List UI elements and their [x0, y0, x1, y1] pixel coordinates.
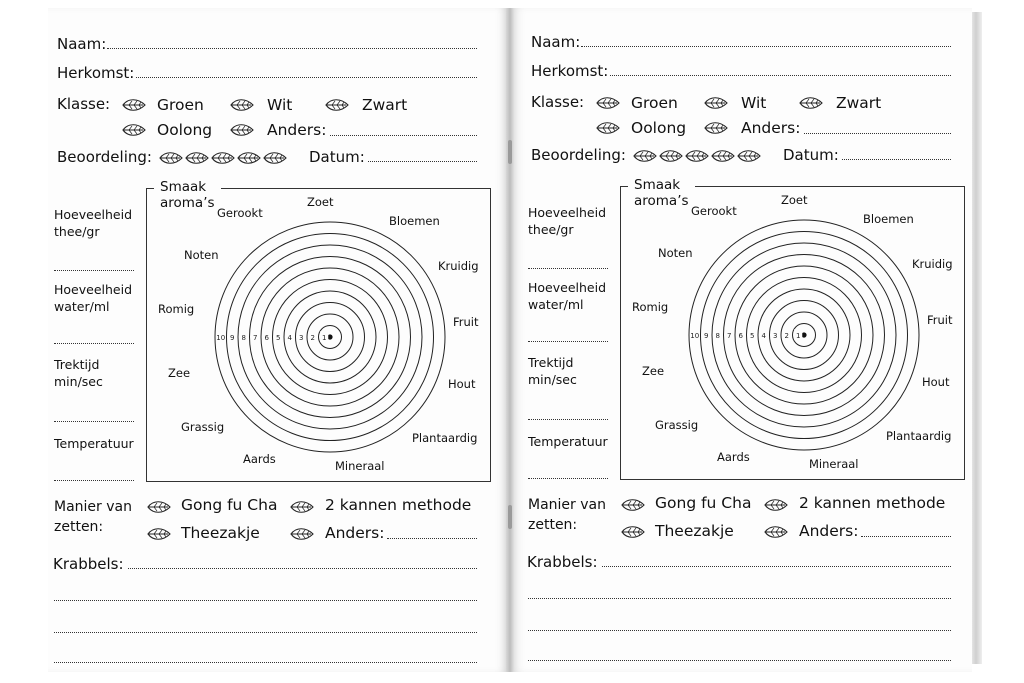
hoeveelheid-thee-field[interactable] — [528, 268, 608, 269]
hoeveelheid-water-field[interactable] — [528, 341, 608, 342]
beoordeling-label: Beoordeling: — [531, 146, 626, 164]
scale-number: 6 — [264, 334, 269, 342]
scale-number: 7 — [253, 334, 258, 342]
aroma-label: Noten — [184, 248, 219, 262]
manier-checkbox-1[interactable] — [290, 499, 314, 513]
aroma-label: Hout — [922, 375, 950, 389]
klasse-option-label: Anders: — [741, 119, 801, 137]
manier-checkbox-2[interactable] — [147, 526, 171, 540]
klasse-anders-field[interactable] — [804, 133, 951, 134]
aroma-label: Fruit — [453, 315, 479, 329]
aroma-label: Fruit — [927, 313, 953, 327]
krabbels-line[interactable] — [528, 630, 951, 631]
krabbels-line[interactable] — [54, 600, 477, 601]
scale-number: 9 — [704, 332, 709, 340]
hoeveelheid-thee-field[interactable] — [54, 270, 134, 271]
manier-label: Manier van zetten: — [528, 497, 606, 533]
datum-label: Datum: — [783, 146, 839, 164]
klasse-option-label: Groen — [631, 94, 678, 112]
manier-option-label: Theezakje — [655, 522, 734, 540]
aroma-label: Grassig — [655, 418, 699, 432]
klasse-option-label: Oolong — [631, 119, 687, 137]
aroma-target[interactable] — [684, 215, 924, 455]
manier-label: Manier van zetten: — [54, 499, 132, 535]
manier-anders-field[interactable] — [387, 538, 477, 539]
krabbels-line[interactable] — [528, 598, 951, 599]
scale-number: 3 — [299, 334, 304, 342]
klasse-checkbox-4[interactable] — [230, 122, 254, 136]
klasse-option-label: Anders: — [267, 121, 327, 139]
aroma-box-title: Smaak aroma’s — [154, 179, 221, 211]
aroma-target[interactable] — [210, 217, 450, 457]
temperatuur-field[interactable] — [528, 478, 608, 479]
aroma-label: Aards — [243, 452, 276, 466]
aroma-label: Plantaardig — [886, 429, 952, 443]
naam-field[interactable] — [107, 48, 477, 49]
rating-leaves[interactable] — [633, 146, 763, 164]
aroma-label: Zee — [168, 366, 191, 380]
scale-number: 9 — [230, 334, 235, 342]
scale-number: 3 — [773, 332, 778, 340]
klasse-option-label: Groen — [157, 96, 204, 114]
aroma-label: Bloemen — [389, 214, 440, 228]
manier-option-label: 2 kannen methode — [325, 496, 472, 514]
klasse-checkbox-3[interactable] — [122, 122, 146, 136]
rating-leaves[interactable] — [159, 148, 289, 166]
manier-option-label: Anders: — [325, 524, 385, 542]
aroma-label: Kruidig — [438, 259, 479, 273]
scale-number: 2 — [310, 334, 315, 342]
manier-option-label: Anders: — [799, 522, 859, 540]
datum-field[interactable] — [368, 161, 477, 162]
hoeveelheid-thee-label: Hoeveelheid thee/gr — [54, 207, 133, 239]
manier-checkbox-3[interactable] — [764, 524, 788, 538]
naam-label: Naam: — [531, 33, 581, 51]
temperatuur-label: Temperatuur — [528, 434, 608, 449]
aroma-label: Hout — [448, 377, 476, 391]
klasse-option-label: Wit — [267, 96, 293, 114]
aroma-label: Mineraal — [335, 459, 385, 473]
manier-option-label: 2 kannen methode — [799, 494, 946, 512]
aroma-label: Aards — [717, 450, 750, 464]
klasse-label: Klasse: — [57, 95, 111, 113]
scale-number: 8 — [241, 334, 246, 342]
hoeveelheid-thee-label: Hoeveelheid thee/gr — [528, 205, 607, 237]
klasse-checkbox-4[interactable] — [704, 120, 728, 134]
aroma-label: Bloemen — [863, 212, 914, 226]
scale-number: 5 — [750, 332, 755, 340]
aroma-label: Noten — [658, 246, 693, 260]
temperatuur-label: Temperatuur — [54, 436, 134, 451]
aroma-label: Plantaardig — [412, 431, 478, 445]
klasse-anders-field[interactable] — [330, 135, 477, 136]
krabbels-line[interactable] — [54, 662, 477, 663]
trektijd-label: Trektijd min/sec — [528, 355, 577, 387]
datum-label: Datum: — [309, 148, 365, 166]
scale-number: 4 — [761, 332, 766, 340]
scale-number: 5 — [276, 334, 281, 342]
trektijd-field[interactable] — [528, 419, 608, 420]
manier-checkbox-3[interactable] — [290, 526, 314, 540]
aroma-label: Mineraal — [809, 457, 859, 471]
aroma-label: Zoet — [781, 193, 808, 207]
aroma-label: Romig — [158, 302, 195, 316]
aroma-label: Gerookt — [217, 206, 263, 220]
book-spine — [506, 8, 514, 672]
manier-checkbox-0[interactable] — [147, 499, 171, 513]
aroma-label: Kruidig — [912, 257, 953, 271]
manier-option-label: Gong fu Cha — [655, 494, 752, 512]
klasse-option-label: Zwart — [836, 94, 882, 112]
manier-anders-field[interactable] — [861, 536, 951, 537]
klasse-checkbox-0[interactable] — [122, 97, 146, 111]
page-edges — [972, 12, 982, 664]
aroma-label: Zoet — [307, 195, 334, 209]
aroma-label: Grassig — [181, 420, 225, 434]
klasse-label: Klasse: — [531, 93, 585, 111]
klasse-checkbox-1[interactable] — [230, 97, 254, 111]
scale-number: 2 — [784, 332, 789, 340]
krabbels-label: Krabbels: — [527, 553, 598, 571]
naam-field[interactable] — [581, 46, 951, 47]
klasse-checkbox-2[interactable] — [325, 97, 349, 111]
binding-stitch — [508, 505, 512, 529]
klasse-checkbox-2[interactable] — [799, 95, 823, 109]
scale-number: 1 — [322, 334, 327, 342]
klasse-checkbox-1[interactable] — [704, 95, 728, 109]
klasse-checkbox-3[interactable] — [596, 120, 620, 134]
manier-checkbox-2[interactable] — [621, 524, 645, 538]
aroma-box-title: Smaak aroma’s — [628, 177, 695, 209]
scale-number: 6 — [738, 332, 743, 340]
klasse-option-label: Oolong — [157, 121, 213, 139]
scale-number: 10 — [216, 334, 226, 342]
klasse-checkbox-0[interactable] — [596, 95, 620, 109]
krabbels-line[interactable] — [128, 568, 477, 569]
manier-checkbox-1[interactable] — [764, 497, 788, 511]
krabbels-line[interactable] — [528, 660, 951, 661]
krabbels-line[interactable] — [602, 566, 951, 567]
krabbels-label: Krabbels: — [53, 555, 124, 573]
temperatuur-field[interactable] — [54, 480, 134, 481]
scale-number: 8 — [715, 332, 720, 340]
herkomst-label: Herkomst: — [57, 64, 135, 82]
naam-label: Naam: — [57, 35, 107, 53]
manier-option-label: Gong fu Cha — [181, 496, 278, 514]
scale-number: 7 — [727, 332, 732, 340]
aroma-label: Gerookt — [691, 204, 737, 218]
scale-number: 10 — [690, 332, 700, 340]
aroma-label: Zee — [642, 364, 665, 378]
scale-number: 4 — [287, 334, 292, 342]
trektijd-field[interactable] — [54, 421, 134, 422]
binding-stitch — [508, 140, 512, 164]
scale-number: 1 — [796, 332, 801, 340]
manier-checkbox-0[interactable] — [621, 497, 645, 511]
datum-field[interactable] — [842, 159, 951, 160]
klasse-option-label: Wit — [741, 94, 767, 112]
hoeveelheid-water-label: Hoeveelheid water/ml — [54, 282, 133, 314]
beoordeling-label: Beoordeling: — [57, 148, 152, 166]
klasse-option-label: Zwart — [362, 96, 408, 114]
hoeveelheid-water-label: Hoeveelheid water/ml — [528, 280, 607, 312]
krabbels-line[interactable] — [54, 632, 477, 633]
manier-option-label: Theezakje — [181, 524, 260, 542]
herkomst-field[interactable] — [136, 77, 477, 78]
hoeveelheid-water-field[interactable] — [54, 343, 134, 344]
trektijd-label: Trektijd min/sec — [54, 357, 103, 389]
herkomst-label: Herkomst: — [531, 62, 609, 80]
herkomst-field[interactable] — [610, 75, 951, 76]
aroma-label: Romig — [632, 300, 669, 314]
